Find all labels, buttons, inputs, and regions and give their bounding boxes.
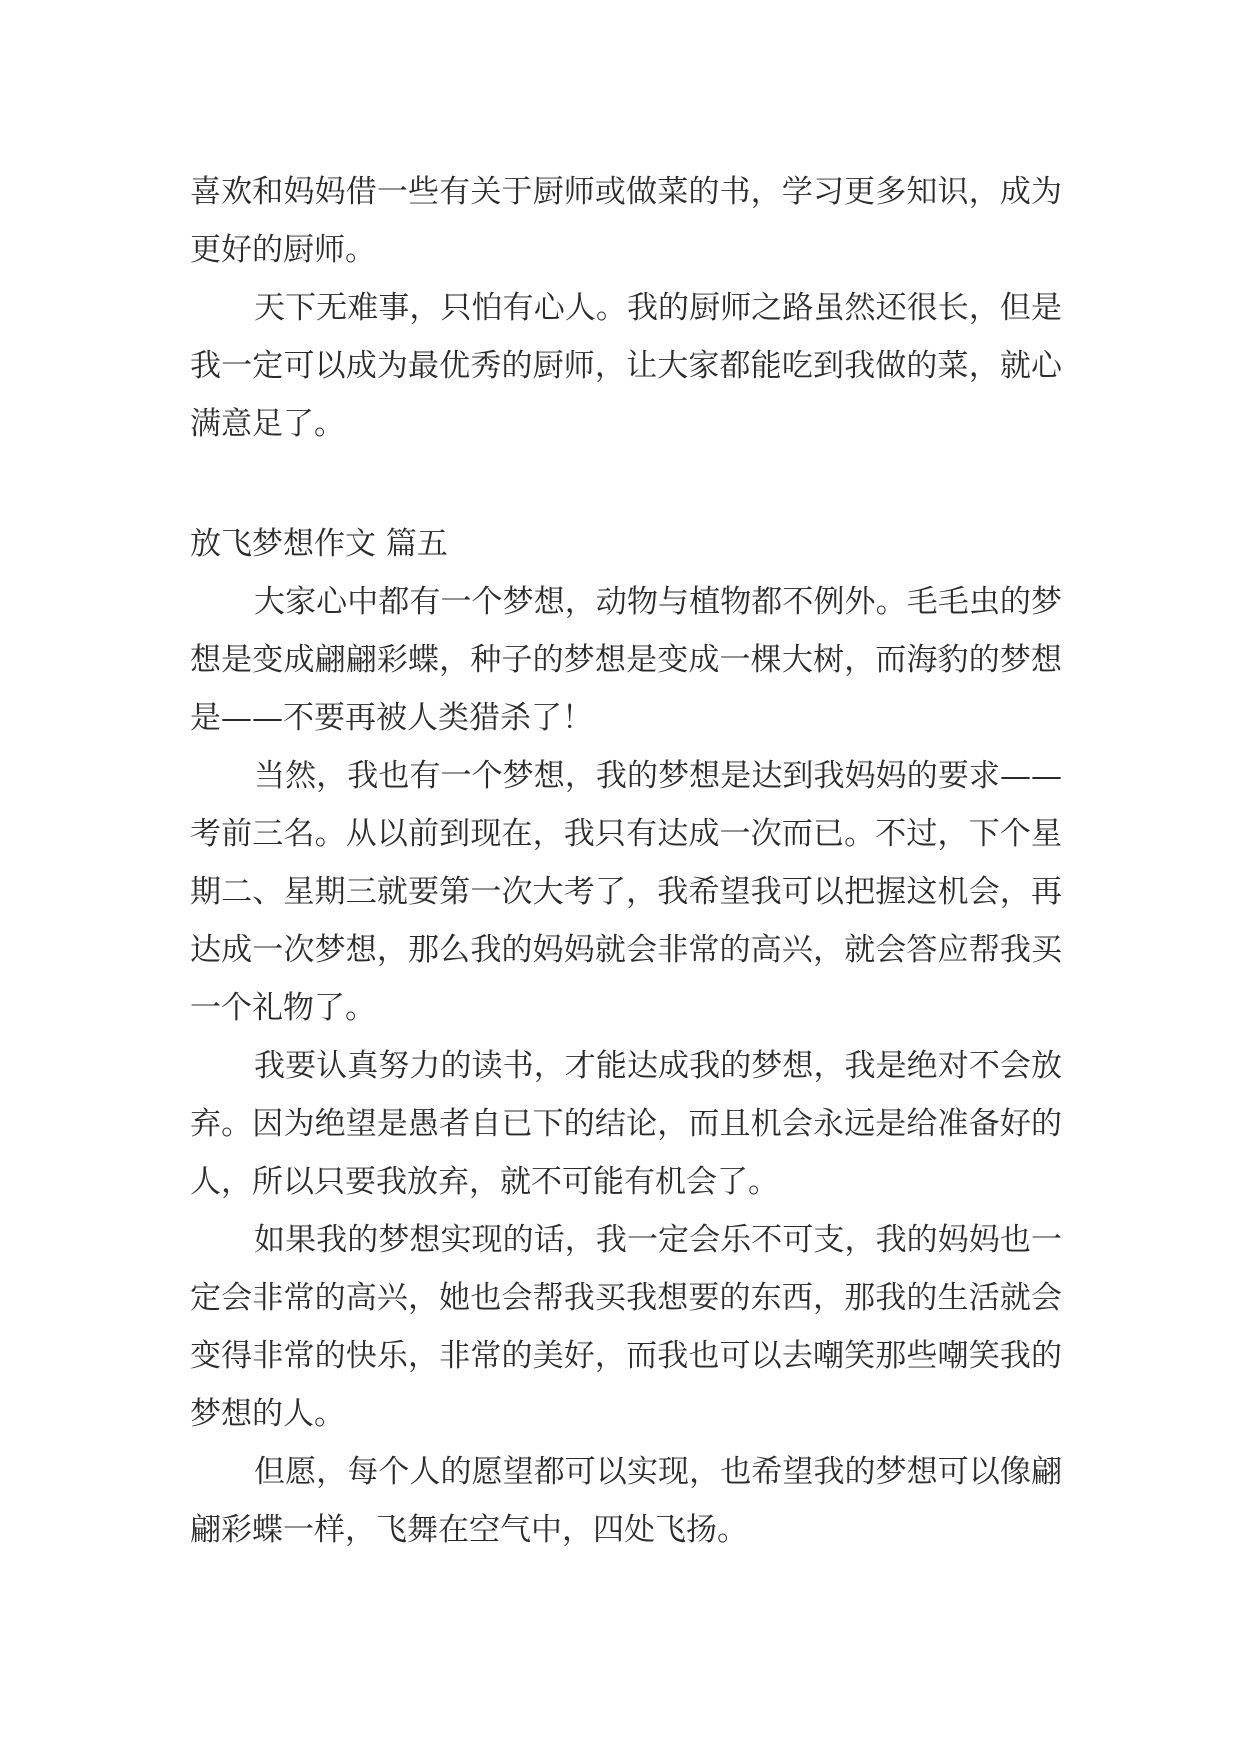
section-title: 放飞梦想作文 篇五 (190, 526, 448, 562)
paragraph-continued: 喜欢和妈妈借一些有关于厨师或做菜的书，学习更多知识，成为更好的厨师。 (190, 174, 1062, 268)
document-body (190, 163, 1062, 1559)
paragraph-3: 我要认真努力的读书，才能达成我的梦想，我是绝对不会放弃。因为绝望是愚者自已下的结论，而且机会永远是给准备好的人，所以只要我放弃，就不可能有机会了。 (190, 1048, 1062, 1200)
paragraph-1: 大家心中都有一个梦想，动物与植物都不例外。毛毛虫的梦想是变成翩翩彩蝶，种子的梦想是变成一棵大树，而海豹的梦想是——不要再被人类猎杀了！ (190, 584, 1062, 736)
paragraph-4: 如果我的梦想实现的话，我一定会乐不可支，我的妈妈也一定会非常的高兴，她也会帮我买我想要的东西，那我的生活就会变得非常的快乐，非常的美好，而我也可以去嘲笑那些嘲笑我的梦想的人。 (190, 1222, 1062, 1432)
paragraph-5: 但愿，每个人的愿望都可以实现，也希望我的梦想可以像翩翩彩蝶一样，飞舞在空气中，四处飞扬。 (190, 1454, 1062, 1548)
paragraph-chef-conclusion: 天下无难事，只怕有心人。我的厨师之路虽然还很长，但是我一定可以成为最优秀的厨师，让大家都能吃到我做的菜，就心满意足了。 (190, 290, 1062, 442)
paragraph-2: 当然，我也有一个梦想，我的梦想是达到我妈妈的要求——考前三名。从以前到现在，我只有达成一次而已。不过，下个星期二、星期三就要第一次大考了，我希望我可以把握这机会，再达成一次梦想，那么我的妈妈就会非常的高兴，就会答应帮我买一个礼物了。 (190, 758, 1062, 1026)
